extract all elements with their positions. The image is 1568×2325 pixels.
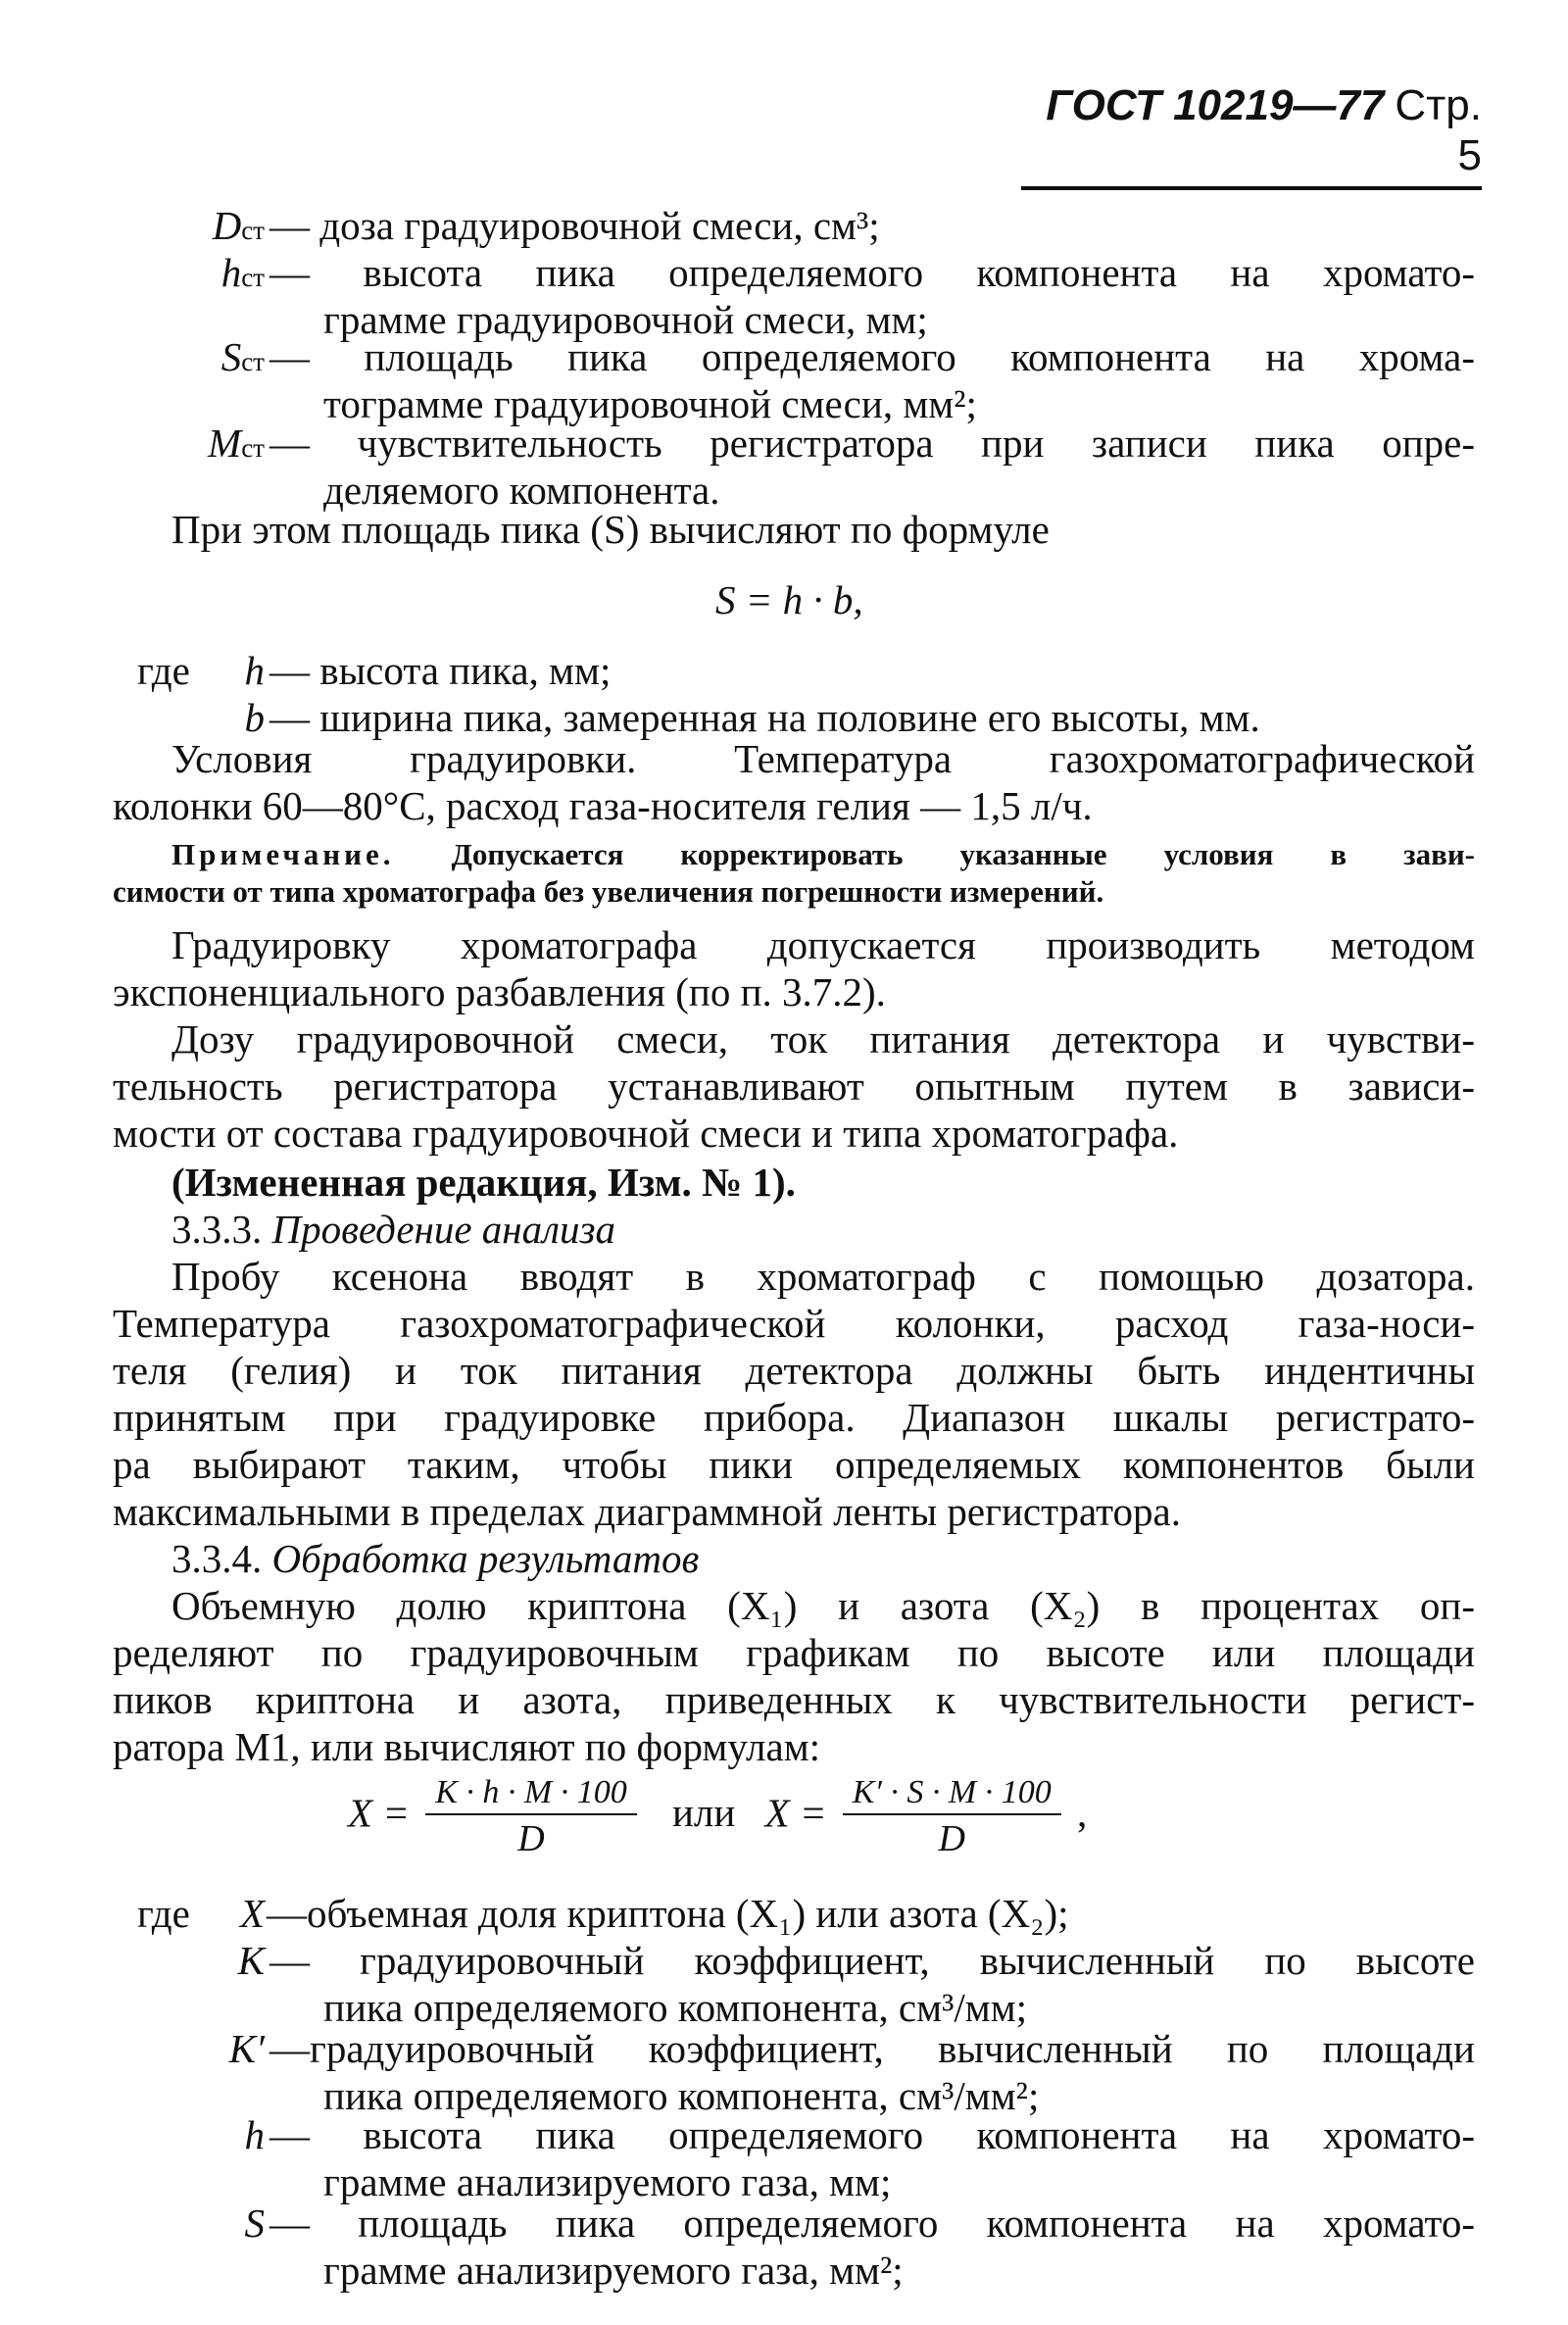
where-symbol-b: b — [244, 695, 265, 740]
def-symbol-k-prime: K′ — [228, 2026, 265, 2071]
def-text-h-1: — высота пика определяемого компонента на хромато- — [270, 250, 1475, 295]
where-text-h: — высота пика, мм; — [270, 648, 612, 693]
def-text-k-prime-1: —градуировочный коэффициент, вычисленный по площади — [270, 2026, 1475, 2071]
def-text-s2-1: — площадь пика определяемого компонента на хромато- — [270, 2201, 1475, 2246]
calibration-line-1: Условия градуировки. Температура газохроматографической — [172, 736, 1475, 781]
where-text-b: — ширина пика, замеренная на половине его высоты, мм. — [270, 695, 1260, 740]
amendment-note: (Измененная редакция, Изм. № 1). — [172, 1160, 796, 1205]
section-3-3-4-heading: 3.3.4. Обработка результатов — [172, 1536, 700, 1581]
results-line-4: ратора M1, или вычисляют по формулам: — [113, 1724, 821, 1769]
def-text-h-2: грамме градуировочной смеси, мм; — [323, 297, 928, 342]
def-text-k-1: — градуировочный коэффициент, вычисленный по высоте — [270, 1938, 1475, 1983]
exp-dilution-line-1: Градуировку хроматографа допускается производить методом — [172, 922, 1475, 967]
fraction-height: $\frac{K \cdot h \cdot M \cdot 100}{D}$ — [425, 1774, 637, 1860]
def-text-s-1: — площадь пика определяемого компонента на хрома- — [270, 334, 1475, 379]
def-text-d: — доза градуировочной смеси, см³; — [270, 203, 880, 248]
page-number: Стр. 5 — [1395, 81, 1482, 179]
note-line-1: Примечание. Допускается корректировать указанные условия в зави- — [172, 837, 1476, 871]
section-3-3-3-heading: 3.3.3. Проведение анализа — [172, 1207, 616, 1252]
analysis-line-5: ра выбирают таким, чтобы пики определяемых компонентов были — [113, 1442, 1475, 1487]
where-symbol-h: h — [244, 648, 265, 693]
def-text-h2-1: — высота пика определяемого компонента на хромато- — [270, 2112, 1475, 2157]
results-line-1: Объемную долю криптона (X₁) и азота (X₂) в процентах оп- — [172, 1583, 1475, 1628]
def-symbol-s: Sст — [220, 334, 265, 379]
analysis-line-1: Пробу ксенона вводят в хроматограф с помощью дозатора. — [172, 1254, 1475, 1299]
def-text-x: —объемная доля криптона (X₁) или азота (X₂); — [267, 1891, 1069, 1936]
def-text-m-2: деляемого компонента. — [323, 468, 720, 513]
where-label: где — [137, 648, 190, 693]
def-text-s-2: тограмме градуировочной смеси, мм²; — [323, 381, 977, 426]
exp-dilution-line-2: экспоненциального разбавления (по п. 3.7.2). — [113, 969, 886, 1014]
results-line-2: ределяют по градуировочным графикам по высоте или площади — [113, 1630, 1475, 1675]
fraction-area: $\frac{K' \cdot S \cdot M \cdot 100}{D}$ — [843, 1774, 1061, 1860]
def-symbol-h: hст — [220, 250, 265, 295]
def-text-m-1: — чувствительность регистратора при записи пика опре- — [270, 420, 1475, 466]
def-text-s2-2: грамме анализируемого газа, мм²; — [323, 2248, 904, 2293]
def-symbol-m: Mст — [208, 420, 265, 466]
def-text-k-prime-2: пика определяемого компонента, см³/мм²; — [323, 2073, 1040, 2118]
analysis-line-2: Температура газохроматографической колонки, расход газа-носи- — [113, 1301, 1475, 1346]
def-symbol-k: K — [237, 1938, 265, 1983]
results-line-3: пиков криптона и азота, приведенных к чувствительности регист- — [113, 1677, 1475, 1722]
analysis-line-4: принятым при градуировке прибора. Диапазон шкалы регистрато- — [113, 1395, 1475, 1440]
dose-line-2: тельность регистратора устанавливают опытным путем в зависи- — [113, 1064, 1475, 1109]
calibration-line-2: колонки 60—80°С, расход газа-носителя гелия — 1,5 л/ч. — [113, 783, 1093, 828]
standard-number: ГОСТ 10219—77 — [1046, 81, 1385, 129]
area-intro: При этом площадь пика (S) вычисляют по формуле — [172, 507, 1050, 552]
analysis-line-3: теля (гелия) и ток питания детектора должны быть индентичны — [113, 1348, 1475, 1393]
def-symbol-x: X — [239, 1891, 265, 1936]
dose-line-3: мости от состава градуировочной смеси и типа хроматографа. — [113, 1111, 1179, 1156]
def-symbol-d: Dст — [212, 203, 265, 248]
analysis-line-6: максимальными в пределах диаграммной ленты регистратора. — [113, 1489, 1181, 1534]
def-text-k-2: пика определяемого компонента, см³/мм; — [323, 1985, 1028, 2030]
dose-line-1: Дозу градуировочной смеси, ток питания детектора и чувстви- — [172, 1016, 1475, 1062]
def-text-h2-2: грамме анализируемого газа, мм; — [323, 2159, 892, 2204]
def-symbol-s-2: S — [244, 2201, 265, 2246]
where-label-2: где — [137, 1891, 190, 1936]
note-line-2: симости от типа хроматографа без увеличения погрешности измерений. — [113, 874, 1104, 909]
page-header — [1021, 80, 1482, 190]
def-symbol-h-2: h — [244, 2112, 265, 2157]
formula-area: S = h · b, — [715, 577, 863, 622]
formula-volume-fraction: X = $\frac{K \cdot h \cdot M \cdot 100}{D}$ или X = $\frac{K' \cdot S \cdot M \cdot 100}{D}$ , — [348, 1774, 1088, 1859]
